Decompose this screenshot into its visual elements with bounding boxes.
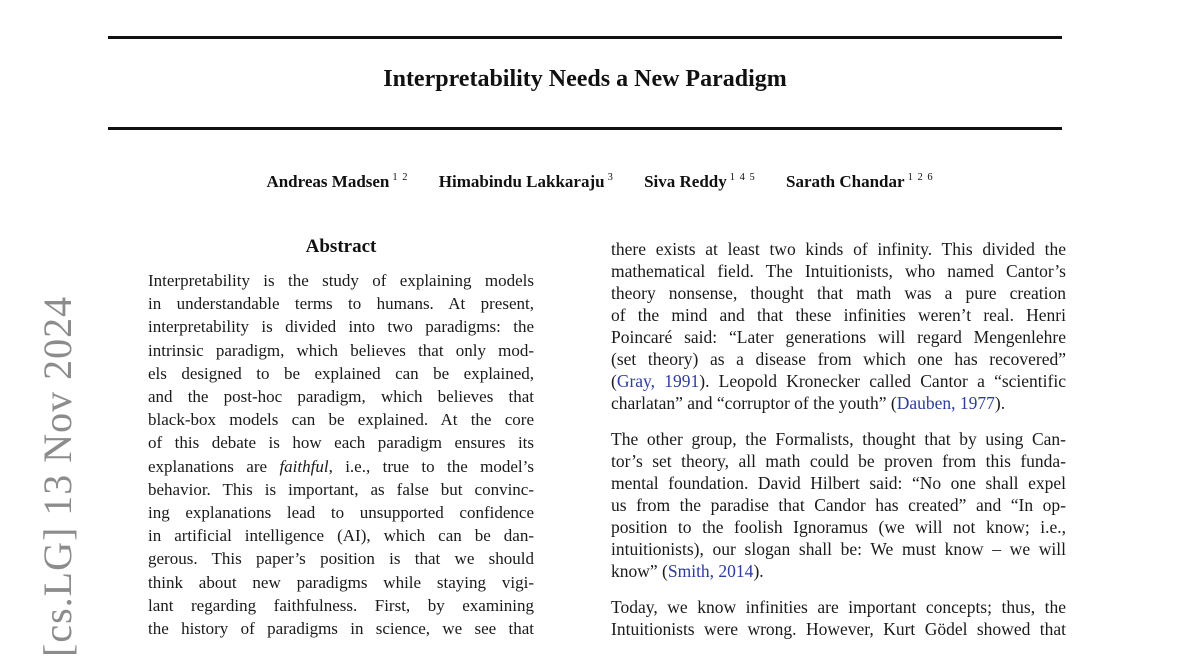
text-segment: ). Leopold Kronecker called Cantor a “scientific [699,371,1066,391]
text-segment: ). [753,561,764,581]
text-line: Poincaré said: “Later generations will regard Mengenlehre [611,327,1066,347]
text-line: Intuitionists were wrong. However, Kurt Gödel showed that [611,619,1066,639]
author-3-affiliations: 1 4 5 [729,172,756,184]
text-line [611,560,1066,582]
text-line: els designed to be explained can be explained, [148,363,534,383]
author-3 [644,172,756,191]
text-line: of this debate is how each paradigm ensures its [148,433,534,453]
text-line: Today, we know infinities are important concepts; thus, the [611,597,1066,617]
paper-title: Interpretability Needs a New Paradigm [383,66,787,92]
paragraph [148,269,534,640]
text-line: theory nonsense, thought that math was a pure creation [611,283,1066,303]
text-line: interpretability is divided into two paradigms: the [148,317,534,337]
text-line: mental foundation. David Hilbert said: “No one shall expel [611,473,1066,493]
author-4-affiliations: 1 2 6 [907,172,934,184]
text-line: Interpretability is the study of explaining models [148,271,534,290]
text-line: black-box models can be explained. At the core [148,410,534,430]
author-1 [266,172,408,191]
header-rule-top [108,36,1062,39]
text-line [611,392,1066,414]
text-line: intrinsic paradigm, which believes that only mod- [148,340,534,360]
text-line: gerous. This paper’s position is that we should [148,549,534,569]
text-segment: explanations are [148,456,280,476]
paragraph [611,596,1066,640]
header-rule-bottom [108,127,1062,130]
text-line: ing explanations lead to unsupported confidence [148,503,534,523]
arxiv-watermark: [cs.LG] 13 Nov 2024 [35,295,80,657]
text-line: in artificial intelligence (AI), which can be dan- [148,526,534,546]
text-line [611,370,1066,392]
paragraph [611,428,1066,582]
emphasized-text: faithful [279,456,329,476]
text-line: position to the foolish Ignoramus (we will not know; i.e., [611,517,1066,537]
text-line: (set theory) as a disease from which one has recovered” [611,349,1066,369]
author-1-name: Andreas Madsen [266,172,390,191]
paragraph [611,238,1066,414]
body-right-column [611,238,1066,640]
text-segment: ). [994,393,1006,413]
text-line: of the mind and that these infinities weren’t real. Henri [611,305,1066,325]
text-segment: , i.e., true to the model’s [328,456,534,476]
author-2-name: Himabindu Lakkaraju [438,172,605,191]
citation-link[interactable]: Dauben, 1977 [896,393,995,413]
abstract-heading: Abstract [305,236,377,257]
text-line [148,455,534,478]
citation-link[interactable]: Gray, 1991 [616,371,700,391]
abstract-column [148,269,534,640]
text-line: intuitionists), our slogan shall be: We must know – we will [611,539,1066,559]
author-1-affiliations: 1 2 [392,172,409,184]
text-line: and the post-hoc paradigm, which believes that [148,387,534,407]
text-segment: charlatan” and “corruptor of the youth” ( [611,393,897,413]
author-4 [786,172,934,191]
author-2-affiliations: 3 [607,172,614,184]
author-2 [439,172,614,191]
author-3-name: Siva Reddy [644,172,727,191]
text-line: behavior. This is important, as false but convinc- [148,479,534,499]
text-line: the history of paradigms in science, we see that [148,619,534,639]
text-line: lant regarding faithfulness. First, by examining [148,595,534,615]
author-4-name: Sarath Chandar [786,172,905,191]
text-line: think about new paradigms while staying vigi- [148,572,534,592]
citation-link[interactable]: Smith, 2014 [667,561,754,581]
text-line: there exists at least two kinds of infinity. This divided the [611,239,1066,259]
text-line: us from the paradise that Candor has created” and “In op- [611,495,1066,515]
text-line: mathematical field. The Intuitionists, who named Cantor’s [611,261,1066,281]
text-segment: know” ( [611,561,668,581]
text-line: in understandable terms to humans. At present, [148,294,534,314]
text-line: The other group, the Formalists, thought that by using Can- [611,429,1066,449]
author-line [0,172,1200,192]
text-segment: ( [611,371,617,391]
text-line: tor’s set theory, all math could be proven from this funda- [611,451,1066,471]
